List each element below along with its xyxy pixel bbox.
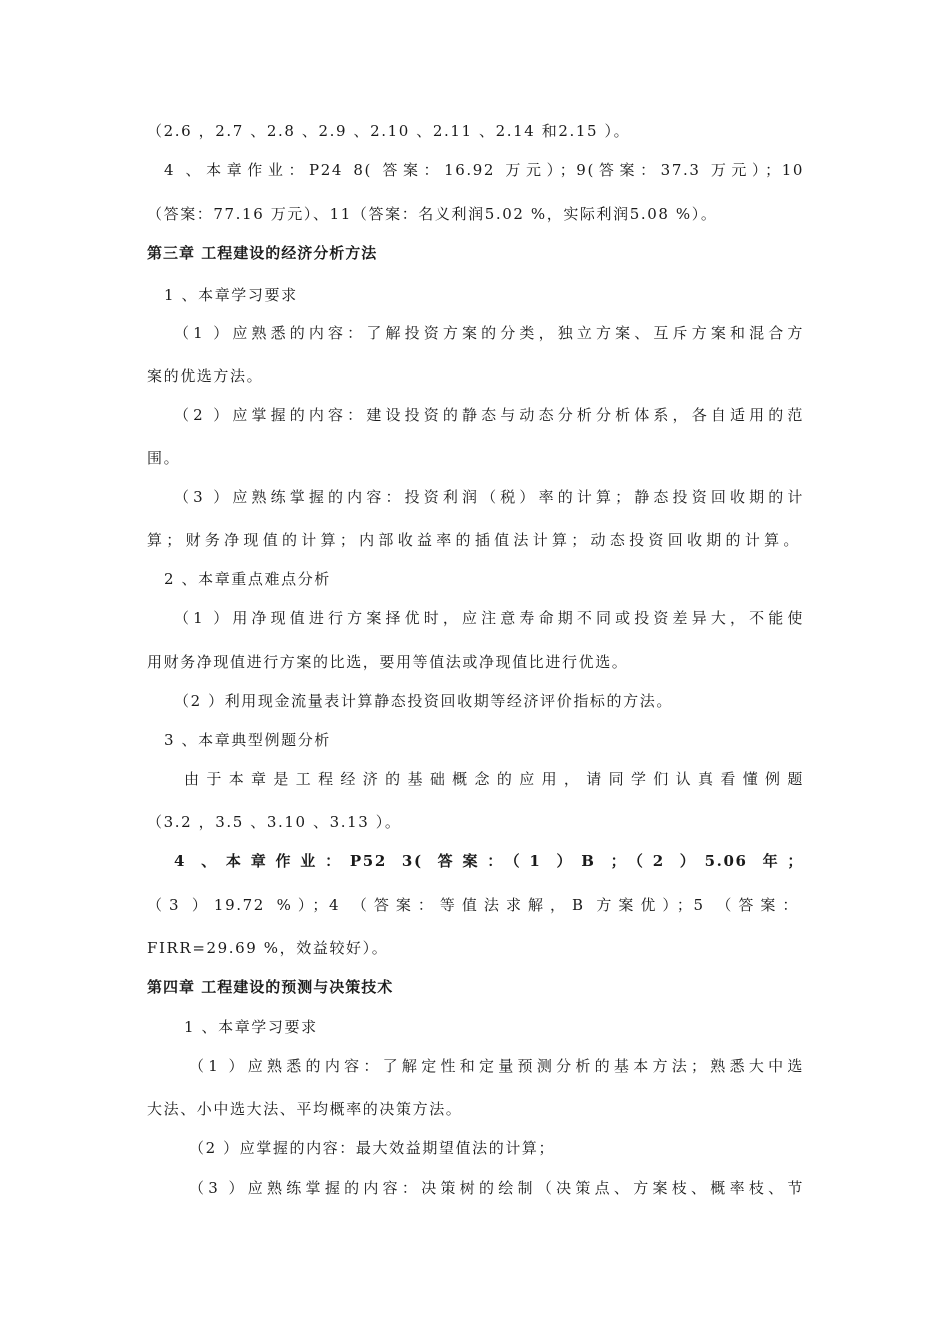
- text-line: 大法、小中选大法、平均概率的决策方法。: [147, 1100, 463, 1118]
- text-line: 算；财务净现值的计算；内部收益率的插值法计算；动态投资回收期的计算。: [147, 531, 800, 549]
- text-line: （1 ）用净现值进行方案择优时，应注意寿命期不同或投资差异大，不能使: [174, 609, 804, 627]
- text-line: 用财务净现值进行方案的比选，要用等值法或净现值比进行优选。: [147, 653, 629, 671]
- text-line: （3.2 ，3.5 、3.10 、3.13 ）。: [147, 813, 402, 831]
- text-line: 4 、本章作业：P24 8( 答案：16.92 万元）；9(答案：37.3 万元）；10: [164, 161, 804, 179]
- text-line: （1 ）应熟悉的内容：了解投资方案的分类，独立方案、互斥方案和混合方: [174, 324, 804, 342]
- text-line: FIRR=29.69 %，效益较好）。: [147, 939, 389, 957]
- text-line: 围。: [147, 449, 181, 467]
- text-line: （3 ）19.72 %）；4 （答案：等值法求解，B 方案优）；5 （答案：: [147, 896, 799, 914]
- text-line: （2 ）利用现金流量表计算静态投资回收期等经济评价指标的方法。: [174, 692, 673, 710]
- text-line: （2 ）应掌握的内容：最大效益期望值法的计算；: [189, 1139, 556, 1157]
- text-line: （3 ）应熟练掌握的内容：决策树的绘制（决策点、方案枝、概率枝、节: [189, 1179, 804, 1197]
- section-heading: 3 、本章典型例题分析: [164, 731, 331, 749]
- section-heading: 1 、本章学习要求: [164, 286, 298, 304]
- text-line: 由于本章是工程经济的基础概念的应用，请同学们认真看懂例题: [184, 770, 804, 788]
- section-heading: 2 、本章重点难点分析: [164, 570, 331, 588]
- text-line: 案的优选方法。: [147, 367, 264, 385]
- text-line: （1 ）应熟悉的内容：了解定性和定量预测分析的基本方法；熟悉大中选: [189, 1057, 804, 1075]
- text-line: （2 ）应掌握的内容：建设投资的静态与动态分析分析体系，各自适用的范: [174, 406, 804, 424]
- chapter-heading: 第四章 工程建设的预测与决策技术: [147, 978, 394, 996]
- text-line: （3 ）应熟练掌握的内容：投资利润（税）率的计算；静态投资回收期的计: [174, 488, 804, 506]
- section-heading: 1 、本章学习要求: [184, 1018, 318, 1036]
- text-line: （答案：77.16 万元）、11（答案：名义利润5.02 %，实际利润5.08 %）。: [147, 205, 718, 223]
- text-line: （2.6 ，2.7 、2.8 、2.9 、2.10 、2.11 、2.14 和2.15 ）。: [147, 122, 631, 140]
- chapter-heading: 第三章 工程建设的经济分析方法: [147, 244, 378, 262]
- text-line: 4 、本章作业：P52 3( 答案：（1 ）B ；（2 ）5.06 年；: [174, 852, 804, 870]
